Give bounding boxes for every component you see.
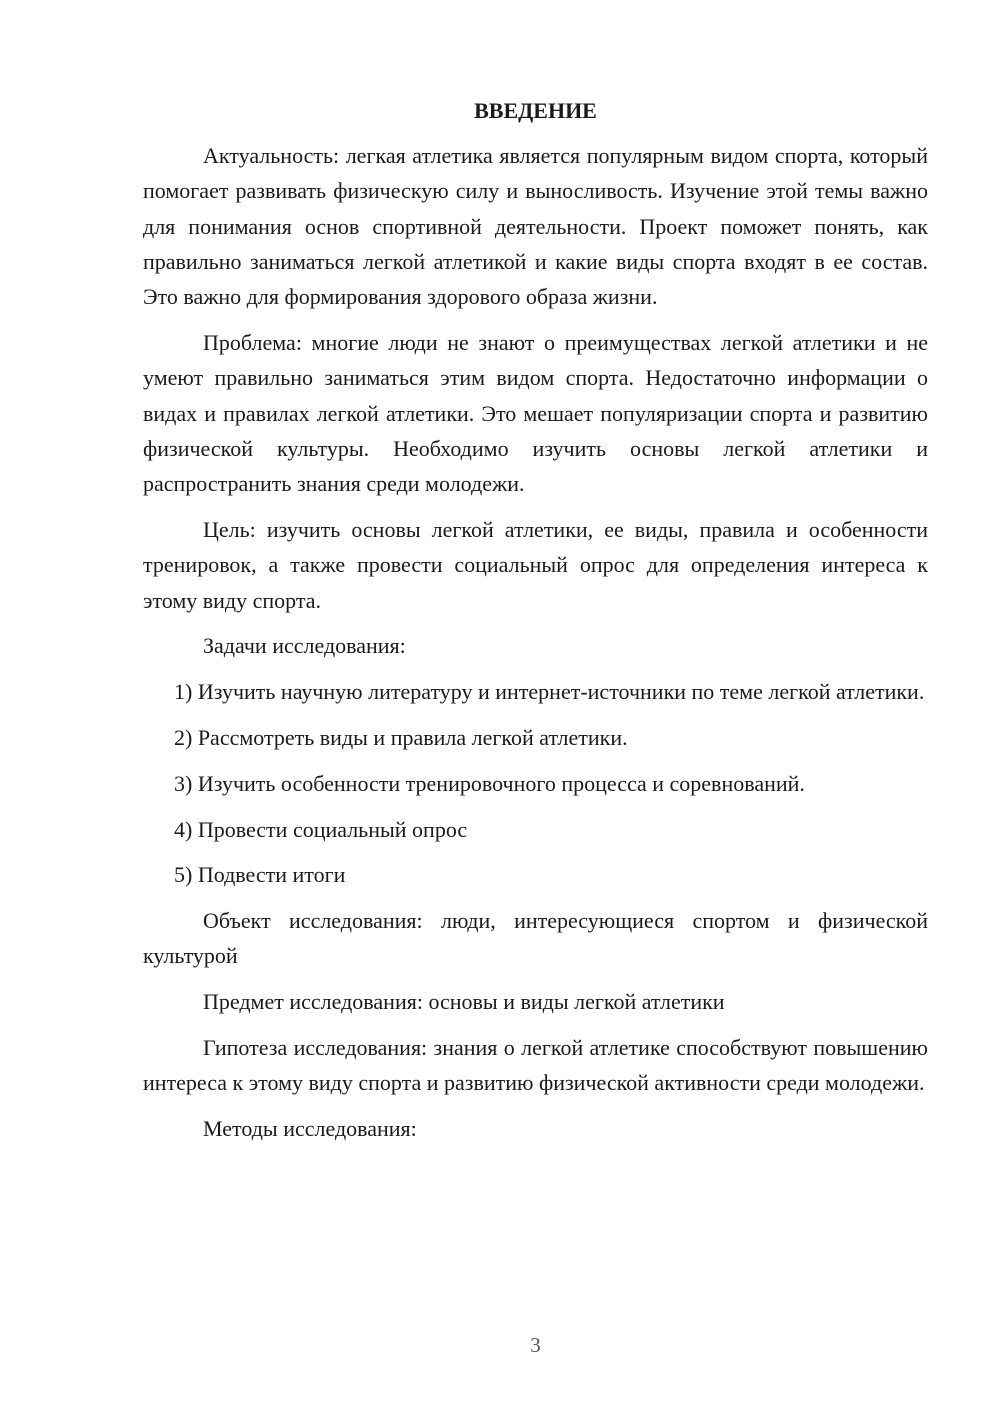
- subject-paragraph: Предмет исследования: основы и виды легкой атлетики: [203, 989, 725, 1015]
- task-item: 5) Подвести итоги: [174, 862, 346, 888]
- goal-paragraph: Цель: изучить основы легкой атлетики, ее виды, правила и особенности тренировок, а также провести социальный опрос для определения интереса к этому виду спорта.: [143, 516, 928, 613]
- methods-heading: Методы исследования:: [203, 1116, 417, 1142]
- tasks-heading: Задачи исследования:: [203, 633, 406, 659]
- problem-paragraph: Проблема: многие люди не знают о преимуществах легкой атлетики и не умеют правильно заниматься этим видом спорта. Недостаточно информации о видах и правилах легкой атлетики. Это мешает популяризации спорта и развитию физической культуры. Необходимо изучить основы легкой атлетики и распространить знания среди молодежи.: [143, 329, 928, 497]
- task-item: 4) Провести социальный опрос: [174, 816, 468, 842]
- section-title: ВВЕДЕНИЕ: [474, 98, 597, 123]
- task-item: 3) Изучить особенности тренировочного процесса и соревнований.: [174, 770, 805, 796]
- relevance-paragraph: Актуальность: легкая атлетика является популярным видом спорта, который помогает развивать физическую силу и выносливость. Изучение этой темы важно для понимания основ спортивной деятельности. Проект поможет понять, как правильно заниматься легкой атлетикой и какие виды спорта входят в ее состав. Это важно для формирования здорового образа жизни.: [143, 143, 928, 310]
- document-page: [143, 96, 928, 1157]
- task-item: 1) Изучить научную литературу и интернет-источники по теме легкой атлетики.: [174, 679, 925, 705]
- hypothesis-paragraph: Гипотеза исследования: знания о легкой атлетике способствуют повышению интереса к этому виду спорта и развитию физической активности среди молодежи.: [143, 1035, 928, 1096]
- object-paragraph: Объект исследования: люди, интересующиеся спортом и физической культурой: [143, 908, 928, 969]
- task-item: 2) Рассмотреть виды и правила легкой атлетики.: [174, 724, 628, 750]
- page-number: 3: [530, 1333, 541, 1357]
